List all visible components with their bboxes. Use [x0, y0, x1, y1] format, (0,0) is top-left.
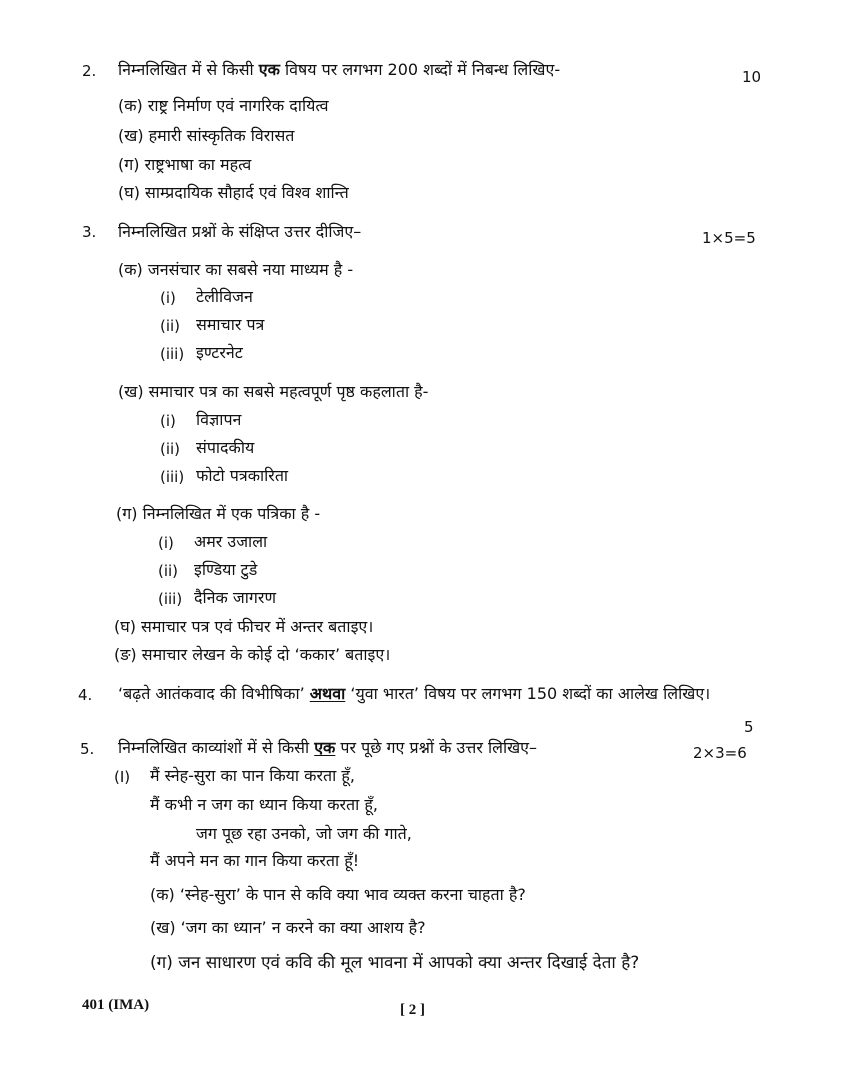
q2-option-text: राष्ट्र निर्माण एवं नागरिक दायित्व: [147, 96, 329, 115]
q5-number: 5.: [80, 740, 95, 758]
q5-question-label: (ख): [150, 918, 176, 937]
q3b-option-label: (i): [160, 412, 176, 430]
q5-question-text: ‘स्नेह-सुरा’ के पान से कवि क्या भाव व्यक्त करना चाहता है?: [179, 885, 526, 904]
q5-text: [118, 740, 537, 756]
q2-option-text: हमारी सांस्कृतिक विरासत: [148, 126, 295, 145]
q3e-label: (ङ): [114, 645, 137, 664]
q2-marks: 10: [742, 68, 762, 86]
q4-text-emphasis: अथवा: [309, 684, 346, 703]
q3a-option-text: समाचार पत्र: [196, 315, 265, 334]
q3b-option-label: (iii): [160, 468, 185, 486]
q3b-option-text: संपादकीय: [196, 438, 255, 457]
q5-question-text: जन साधारण एवं कवि की मूल भावना में आपको क्या अन्तर दिखाई देता है?: [178, 953, 640, 973]
q3b-stem: [118, 384, 428, 400]
q4-number: 4.: [78, 686, 93, 704]
q3d-text: समाचार पत्र एवं फीचर में अन्तर बताइए।: [141, 617, 374, 636]
q3a-text: जनसंचार का सबसे नया माध्यम है -: [147, 260, 354, 279]
q3e: [114, 647, 390, 663]
q3a-option-text: इण्टरनेट: [196, 343, 243, 362]
q3-marks: 1×5=5: [702, 229, 756, 247]
q3a-label: (क): [118, 260, 143, 279]
q2-text-emphasis: एक: [258, 60, 280, 79]
q5-text-pre: निम्नलिखित काव्यांशों में से किसी: [118, 738, 315, 757]
q2-option-text: राष्ट्रभाषा का महत्व: [144, 155, 252, 174]
q5-question: [150, 887, 526, 903]
q3c-stem: [116, 506, 320, 522]
q3c-option-text: दैनिक जागरण: [194, 588, 277, 607]
q5-question: [150, 955, 639, 972]
q3d: [114, 619, 373, 635]
q3b-label: (ख): [118, 382, 144, 401]
q3e-text: समाचार लेखन के कोई दो ‘ककार’ बताइए।: [141, 645, 391, 664]
q3-text: निम्नलिखित प्रश्नों के संक्षिप्त उत्तर दीजिए–: [118, 222, 362, 241]
q3a-stem: [118, 262, 353, 278]
q3b-text: समाचार पत्र का सबसे महत्वपूर्ण पृष्ठ कहलाता है-: [148, 382, 429, 401]
q3c-option-label: (i): [158, 534, 174, 552]
poem-line: मैं कभी न जग का ध्यान किया करता हूँ,: [150, 795, 378, 814]
q2-option-label: (ख): [118, 126, 144, 145]
q3c-option-label: (iii): [158, 590, 183, 608]
page-number: [ 2 ]: [400, 1002, 425, 1018]
q2-option-label: (घ): [118, 183, 140, 202]
q4-text-pre: ‘बढ़ते आतंकवाद की विभीषिका’: [118, 684, 310, 703]
q4-text-post: ‘युवा भारत’ विषय पर लगभग 150 शब्दों का आलेख लिखिए।: [345, 684, 711, 703]
q2-option: [118, 185, 349, 201]
q5-question-label: (ग): [150, 953, 173, 973]
q2-text-post: विषय पर लगभग 200 शब्दों में निबन्ध लिखिए-: [279, 60, 561, 79]
q3c-label: (ग): [116, 504, 138, 523]
q3c-option-text: इण्डिया टुडे: [194, 560, 258, 579]
poem-line: मैं स्नेह-सुरा का पान किया करता हूँ,: [150, 766, 355, 785]
q5-part-label: (I): [114, 768, 131, 786]
q2-option-text: साम्प्रदायिक सौहार्द एवं विश्व शान्ति: [145, 183, 349, 202]
q3c-option-label: (ii): [158, 562, 179, 580]
q3a-option-label: (ii): [160, 317, 181, 335]
q3b-option-label: (ii): [160, 440, 181, 458]
q2-option: [118, 98, 329, 114]
q4-marks: 5: [744, 718, 754, 736]
q2-text: [118, 62, 560, 78]
q3-number: 3.: [82, 223, 97, 241]
q3a-option-text: टेलीविजन: [196, 287, 253, 306]
q3a-option-label: (i): [160, 289, 176, 307]
q2-option: [118, 128, 294, 144]
q3b-option-text: विज्ञापन: [196, 410, 242, 429]
q5-question-text: ‘जग का ध्यान’ न करने का क्या आशय है?: [180, 918, 426, 937]
poem-line: मैं अपने मन का गान किया करता हूँ!: [150, 851, 360, 870]
q2-option: [118, 157, 251, 173]
q3b-option-text: फोटो पत्रकारिता: [196, 466, 289, 485]
poem-line: जग पूछ रहा उनको, जो जग की गाते,: [196, 824, 412, 843]
q3d-label: (घ): [114, 617, 136, 636]
q3c-text: निम्नलिखित में एक पत्रिका है -: [142, 504, 321, 523]
q2-text-pre: निम्नलिखित में से किसी: [118, 60, 259, 79]
paper-code: 401 (IMA): [82, 997, 150, 1013]
q4-text: [118, 686, 710, 702]
q5-text-emphasis: एक: [314, 738, 336, 757]
q3c-option-text: अमर उजाला: [194, 532, 268, 551]
q5-marks: 2×3=6: [693, 744, 747, 762]
q2-number: 2.: [82, 62, 97, 80]
q5-text-post: पर पूछे गए प्रश्नों के उत्तर लिखिए–: [335, 738, 538, 757]
q2-option-label: (क): [118, 96, 143, 115]
q2-option-label: (ग): [118, 155, 140, 174]
q5-question: [150, 920, 426, 936]
q3a-option-label: (iii): [160, 345, 185, 363]
q5-question-label: (क): [150, 885, 175, 904]
